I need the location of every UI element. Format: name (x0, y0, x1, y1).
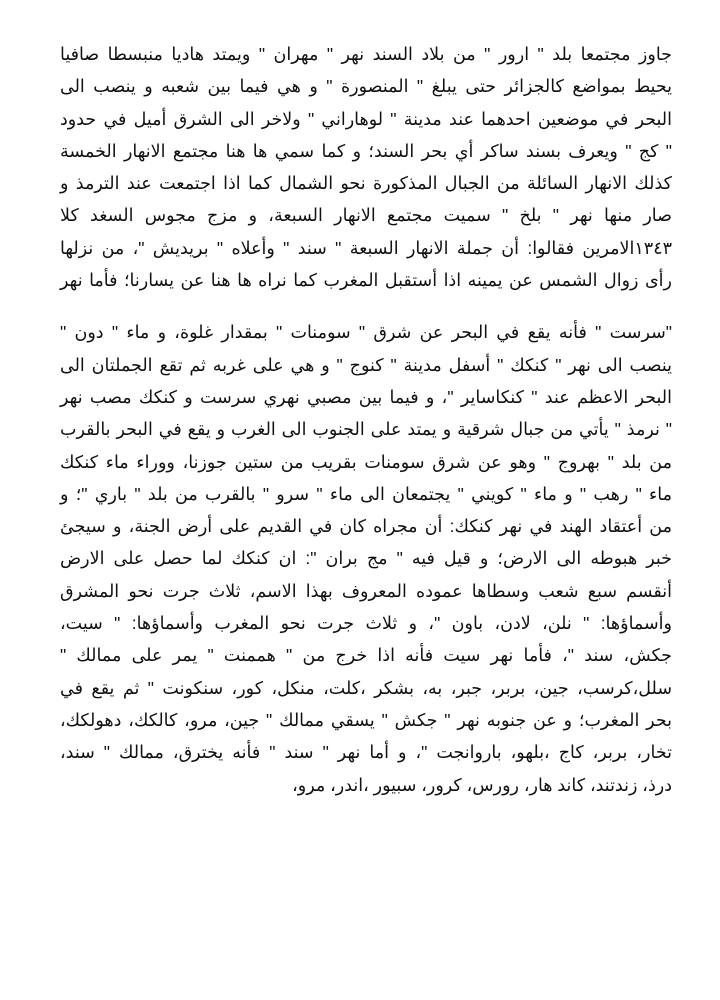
text-line: صار منها نهر " بلخ " سميت مجتمع الانهار السبعة، و مزج مجوس السغد كلا (60, 205, 672, 226)
text-line: " نرمذ " يأتي من جبال شرقية و يمتد على الجنوب الى الغرب و يقع في البحر بالقرب (60, 419, 672, 440)
text-line: البحر الاعظم عند " كنكاساير "، و فيما بين مصبي نهري سرست و كنكك مصب نهر (60, 386, 672, 407)
text-line: رأى زوال الشمس عن يمينه اذا أستقبل المغرب كما نراه ها هنا عن يسارنا؛ فأما نهر (60, 270, 672, 291)
text-line: البحر في موضعين احدهما عند مدينة " لوهاراني " ولاخر الى الشرق أميل في حدود (60, 108, 672, 129)
text-line: كذلك الانهار السائلة من الجبال المذكورة نحو الشمال كما اذا اجتمعت عند الترمذ و (60, 173, 672, 194)
text-line: درذ، زندتند، كاند هار، رورس، كرور، سبيور ،اندر، مرو، (292, 774, 672, 795)
text-line: بحر المغرب؛ و عن جنوبه نهر " جكش " يسقي ممالك " جين، مرو، كالكك، دهولكك، (60, 709, 672, 730)
text-line: سلل،كرسب، جين، بربر، جبر، به، بشكر ،كلت، منكل، كور، سنكونت " ثم يقع في (60, 677, 672, 698)
paragraph-2 (60, 316, 672, 800)
text-line: تخار، بربر، كاج ،بلهو، باروانجت "، و أما نهر " سند " فأنه يخترق، ممالك " سند، (60, 742, 672, 763)
text-line: ماء " رهب " و ماء " كويني " يجتمعان الى ماء " سرو " بالقرب من بلد " باري "؛ و (60, 483, 672, 504)
text-line: وأسماؤها: " نلن، لادن، باون "، و ثلاث جرت نحو المغرب وأسماؤها: " سيت، (60, 613, 672, 634)
text-line: من بلد " بهروج " وهو عن شرق سومنات بقريب من ستين جوزنا، ووراء ماء كنكك (60, 451, 672, 472)
text-line: جاوز مجتمعا بلد " ارور " من بلاد السند نهر " مهران " ويمتد هاديا منبسطا صافيا (60, 44, 672, 64)
document-page (60, 38, 672, 801)
text-line: أنقسم سبع شعب وسطاها عموده المعروف بهذا الاسم، ثلاث جرت نحو المشرق (60, 580, 672, 601)
text-line: جكش، سند "، فأما نهر سيت فأنه اذا خرج من " هممنت " يمر على ممالك " (60, 645, 672, 666)
paragraph-gap (60, 296, 672, 316)
text-line: "سرست " فأنه يقع في البحر عن شرق " سومنات " بمقدار غلوة، و ماء " دون " (60, 322, 672, 343)
text-line: ١٣٤٣الامرين فقالوا: أن جملة الانهار السبعة " سند " وأعلاه " بريديش "، من نزلها (60, 237, 672, 258)
text-line: من أعتقاد الهند في نهر كنكك: أن مجراه كان في القديم على أرض الجنة، و سيجئ (60, 516, 672, 537)
paragraph-1 (60, 38, 672, 296)
text-line: يحيط بمواضع كالجزائر حتى يبلغ " المنصورة " و هي فيما بين شعبه و ينصب الى (60, 76, 672, 97)
text-line: ينصب الى نهر " كنكك " أسفل مدينة " كنوج " و هي على غربه ثم تقع الجملتان الى (60, 354, 672, 375)
text-line: " كج " ويعرف بسند ساكر أي بحر السند؛ و كما سمي ها هنا مجتمع الانهار الخمسة (60, 140, 672, 161)
text-line: خبر هبوطه الى الارض؛ و قيل فيه " مج بران ": ان كنكك لما حصل على الارض (60, 548, 672, 569)
